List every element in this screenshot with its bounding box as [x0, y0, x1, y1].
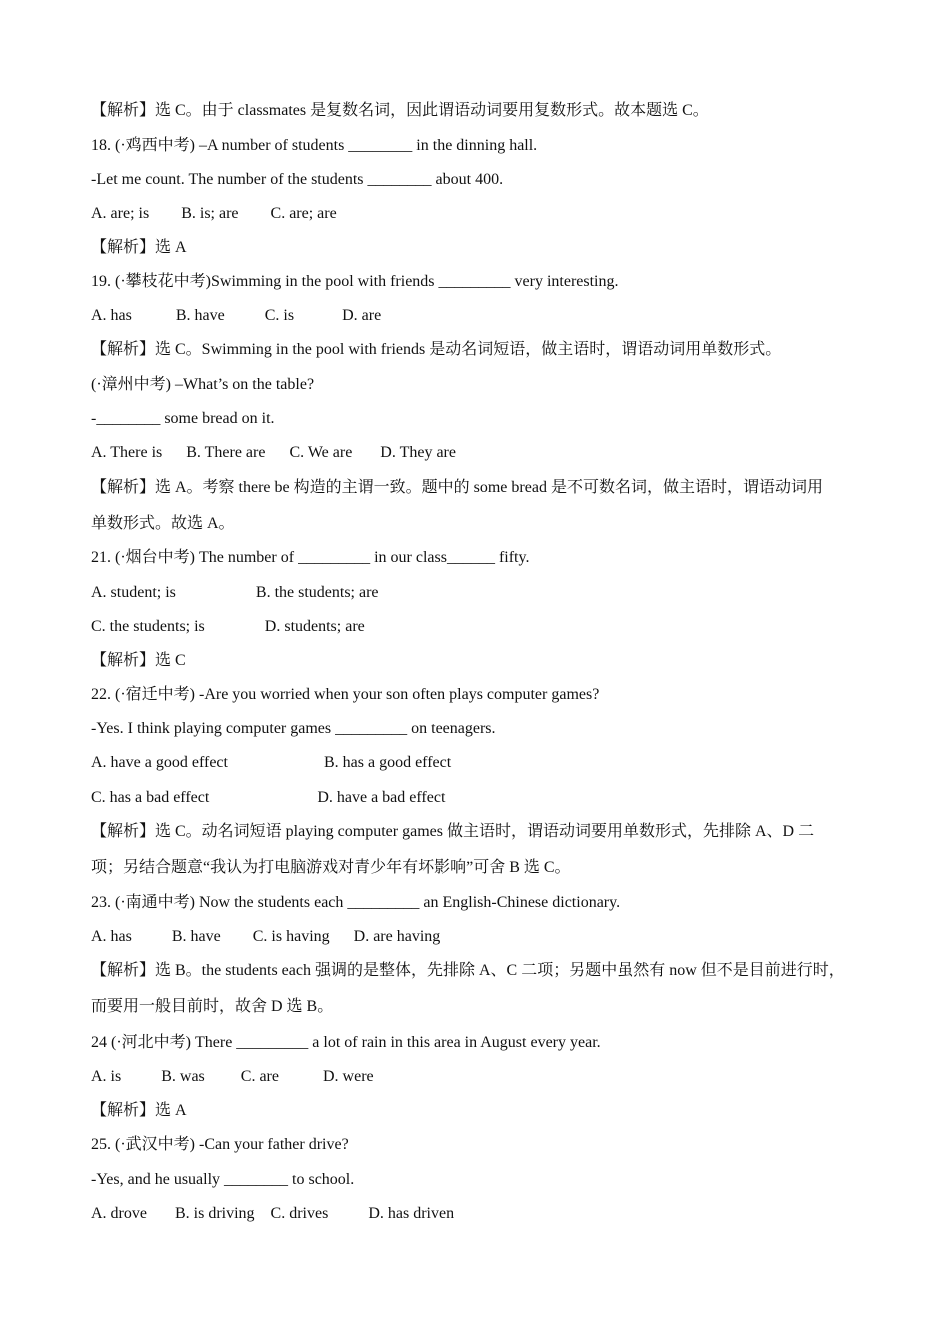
analysis-17: 【解析】选 C。由于 classmates 是复数名词，因此谓语动词要用复数形式。故本题选 C。 [91, 102, 709, 119]
question-20: (·漳州中考) –What’s on the table? [91, 376, 315, 393]
question-19-options: A. has B. have C. is D. are [91, 307, 382, 324]
question-21-options-ab: A. student; is B. the students; are [91, 584, 379, 601]
analysis-19: 【解析】选 C。Swimming in the pool with friends 是动名词短语，做主语时，谓语动词用单数形式。 [91, 341, 782, 358]
question-23: 23. (·南通中考) Now the students each _________ an English-Chinese dictionary. [91, 894, 621, 911]
question-20-reply: -________ some bread on it. [91, 410, 275, 427]
question-18: 18. (·鸡西中考) –A number of students ________ in the dinning hall. [91, 137, 538, 154]
question-25-reply: -Yes, and he usually ________ to school. [91, 1171, 355, 1188]
question-22: 22. (·宿迁中考) -Are you worried when your son often plays computer games? [91, 686, 600, 703]
analysis-20-line1: 【解析】选 A。考察 there be 构造的主谓一致。题中的 some bread 是不可数名词，做主语时，谓语动词用 [91, 479, 823, 496]
question-25-options: A. drove B. is driving C. drives D. has driven [91, 1205, 455, 1222]
question-25: 25. (·武汉中考) -Can your father drive? [91, 1136, 349, 1153]
analysis-21: 【解析】选 C [91, 652, 186, 669]
analysis-23-line2: 而要用一般目前时，故舍 D 选 B。 [91, 998, 334, 1015]
question-20-options: A. There is B. There are C. We are D. They are [91, 444, 456, 461]
question-24: 24 (·河北中考) There _________ a lot of rain in this area in August every year. [91, 1034, 601, 1051]
question-18-options: A. are; is B. is; are C. are; are [91, 205, 337, 222]
question-19: 19. (·攀枝花中考)Swimming in the pool with friends _________ very interesting. [91, 273, 619, 290]
analysis-22-line1: 【解析】选 C。动名词短语 playing computer games 做主语时，谓语动词要用单数形式，先排除 A、D 二 [91, 823, 815, 840]
analysis-18: 【解析】选 A [91, 239, 187, 256]
question-21: 21. (·烟台中考) The number of _________ in our class______ fifty. [91, 549, 530, 566]
analysis-20-line2: 单数形式。故选 A。 [91, 515, 235, 532]
analysis-23-line1: 【解析】选 B。the students each 强调的是整体，先排除 A、C 二项；另题中虽然有 now 但不是目前进行时， [91, 962, 845, 979]
question-22-options-cd: C. has a bad effect D. have a bad effect [91, 789, 446, 806]
analysis-24: 【解析】选 A [91, 1102, 187, 1119]
question-22-options-ab: A. have a good effect B. has a good effect [91, 754, 452, 771]
question-22-reply: -Yes. I think playing computer games _________ on teenagers. [91, 720, 496, 737]
question-21-options-cd: C. the students; is D. students; are [91, 618, 365, 635]
question-18-reply: -Let me count. The number of the students ________ about 400. [91, 171, 504, 188]
question-24-options: A. is B. was C. are D. were [91, 1068, 374, 1085]
question-23-options: A. has B. have C. is having D. are having [91, 928, 441, 945]
analysis-22-line2: 项；另结合题意“我认为打电脑游戏对青少年有坏影响”可舍 B 选 C。 [91, 859, 571, 876]
